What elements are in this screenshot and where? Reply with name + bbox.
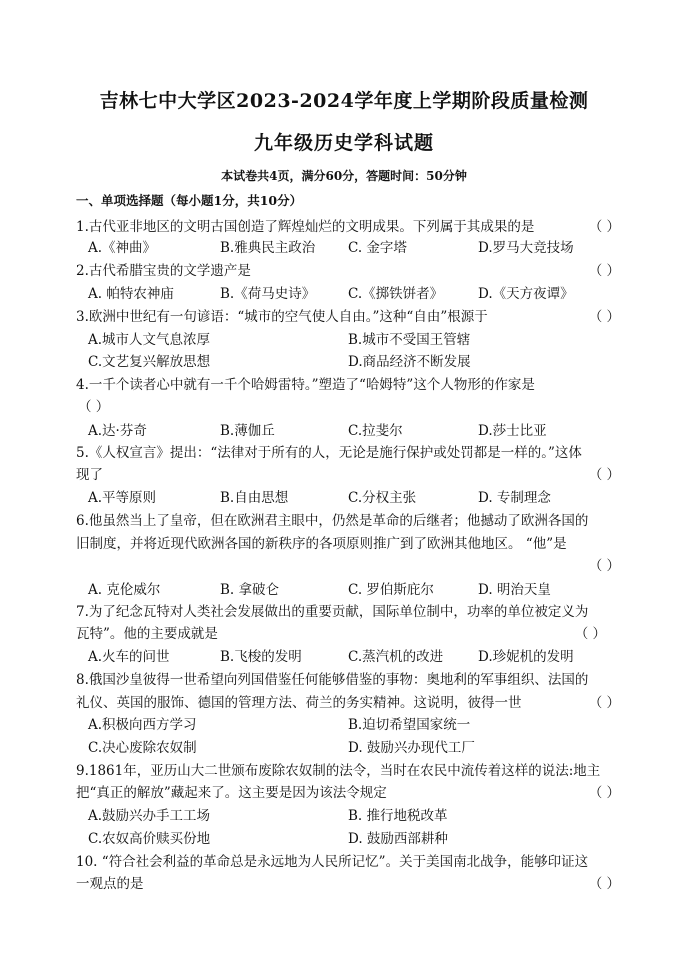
question-3-stem: 3.欧洲中世纪有一句谚语：“城市的空气使人自由。”这种“自由”根源于: [76, 309, 488, 325]
question-6-answer-blank[interactable]: （ ）: [588, 558, 620, 574]
question-5-option-b: B.自由思想: [220, 490, 289, 506]
question-7-option-c: C.蒸汽机的改进: [348, 649, 444, 665]
question-9-option-d: D. 鼓励西部耕种: [348, 831, 448, 847]
question-4-option-b: B.薄伽丘: [220, 423, 275, 439]
question-4-option-a: A.达·芬奇: [88, 423, 147, 439]
question-2-option-c: C.《掷铁饼者》: [348, 286, 444, 302]
question-8-stem-cont: 礼仪、英国的服饰、德国的管理方法、荷兰的务实精神。这说明，彼得一世: [76, 695, 522, 711]
question-2-answer-blank[interactable]: （ ）: [588, 263, 620, 279]
question-1-answer-blank[interactable]: （ ）: [588, 219, 620, 235]
question-3-option-d: D.商品经济不断发展: [348, 354, 471, 370]
question-5-option-d: D. 专制理念: [478, 490, 551, 506]
question-2-option-b: B.《荷马史诗》: [220, 286, 316, 302]
question-8-option-b: B.迫切希望国家统一: [348, 717, 471, 733]
question-7-answer-blank[interactable]: （ ）: [574, 626, 606, 642]
question-1-stem: 1.古代亚非地区的文明古国创造了辉煌灿烂的文明成果。下列属于其成果的是: [76, 219, 535, 235]
question-1-option-a: A.《神曲》: [88, 240, 157, 256]
question-10-stem: 10. “符合社会利益的革命总是永远地为人民所记忆”。关于美国南北战争，能够印证这: [76, 854, 589, 870]
question-2-option-a: A. 帕特农神庙: [88, 286, 174, 302]
exam-subtitle: 九年级历史学科试题: [253, 132, 434, 154]
question-8-option-d: D. 鼓励兴办现代工厂: [348, 740, 475, 756]
question-5-stem: 5.《人权宣言》提出：“法律对于所有的人，无论是施行保护或处罚都是一样的。”这体: [76, 445, 582, 461]
question-4-answer-blank[interactable]: （ ）: [78, 399, 110, 415]
question-4-option-c: C.拉斐尔: [348, 423, 403, 439]
question-6-option-b: B. 拿破仑: [220, 582, 280, 598]
question-5-option-a: A.平等原则: [88, 490, 157, 506]
question-5-option-c: C.分权主张: [348, 490, 417, 506]
question-7-stem: 7.为了纪念瓦特对人类社会发展做出的重要贡献，国际单位制中，功率的单位被定义为: [76, 604, 589, 620]
question-10-answer-blank[interactable]: （ ）: [588, 876, 620, 892]
section-heading: 一、单项选择题（每小题1分，共10分）: [76, 193, 303, 208]
question-1-option-c: C. 金字塔: [348, 240, 407, 256]
question-7-option-d: D.珍妮机的发明: [478, 649, 574, 665]
question-7-option-a: A.火车的问世: [88, 649, 170, 665]
question-9-stem: 9.1861年，亚历山大二世颁布废除农奴制的法令，当时在农民中流传着这样的说法:地主: [76, 763, 601, 779]
question-9-answer-blank[interactable]: （ ）: [588, 785, 620, 801]
exam-info: 本试卷共4页，满分60分，答题时间：50分钟: [221, 169, 467, 183]
question-9-option-c: C.农奴高价赎买份地: [88, 831, 211, 847]
question-10-stem-cont: 一观点的是: [76, 876, 144, 892]
question-8-answer-blank[interactable]: （ ）: [588, 695, 620, 711]
question-6-option-c: C. 罗伯斯庇尔: [348, 582, 434, 598]
question-2-option-d: D.《天方夜谭》: [478, 286, 574, 302]
question-9-option-b: B. 推行地税改革: [348, 808, 448, 824]
question-9-option-a: A.鼓励兴办手工工场: [88, 808, 211, 824]
question-5-stem-cont: 现了: [76, 467, 103, 483]
question-8-option-c: C.决心废除农奴制: [88, 740, 197, 756]
question-8-option-a: A.积极向西方学习: [88, 717, 197, 733]
question-7-stem-cont: 瓦特”。他的主要成就是: [76, 626, 218, 642]
question-6-stem-cont: 旧制度，并将近现代欧洲各国的新秩序的各项原则推广到了欧洲其他地区。 “他”是: [76, 536, 567, 552]
question-6-option-a: A. 克伦威尔: [88, 582, 161, 598]
question-3-option-b: B.城市不受国王管辖: [348, 332, 471, 348]
question-3-option-c: C.文艺复兴解放思想: [88, 354, 211, 370]
question-4-option-d: D.莎士比亚: [478, 423, 547, 439]
question-7-option-b: B.飞梭的发明: [220, 649, 302, 665]
question-6-option-d: D. 明治天皇: [478, 582, 551, 598]
question-2-stem: 2.古代希腊宝贵的文学遗产是: [76, 263, 251, 279]
question-8-stem: 8.俄国沙皇彼得一世希望向列国借鉴任何能够借鉴的事物：奥地利的军事组织、法国的: [76, 672, 589, 688]
exam-title: 吉林七中大学区2023-2024学年度上学期阶段质量检测: [99, 90, 589, 112]
question-1-option-d: D.罗马大竞技场: [478, 240, 574, 256]
question-3-answer-blank[interactable]: （ ）: [588, 309, 620, 325]
question-4-stem: 4.一千个读者心中就有一千个哈姆雷特。”塑造了“哈姆特”这个人物形的作家是: [76, 377, 535, 393]
question-5-answer-blank[interactable]: （ ）: [588, 467, 620, 483]
question-6-stem: 6.他虽然当上了皇帝，但在欧洲君主眼中，仍然是革命的后继者；他撼动了欧洲各国的: [76, 513, 589, 529]
question-1-option-b: B.雅典民主政治: [220, 240, 316, 256]
question-9-stem-cont: 把“真正的解放”藏起来了。这主要是因为该法令规定: [76, 785, 387, 801]
question-3-option-a: A.城市人文气息浓厚: [88, 332, 211, 348]
